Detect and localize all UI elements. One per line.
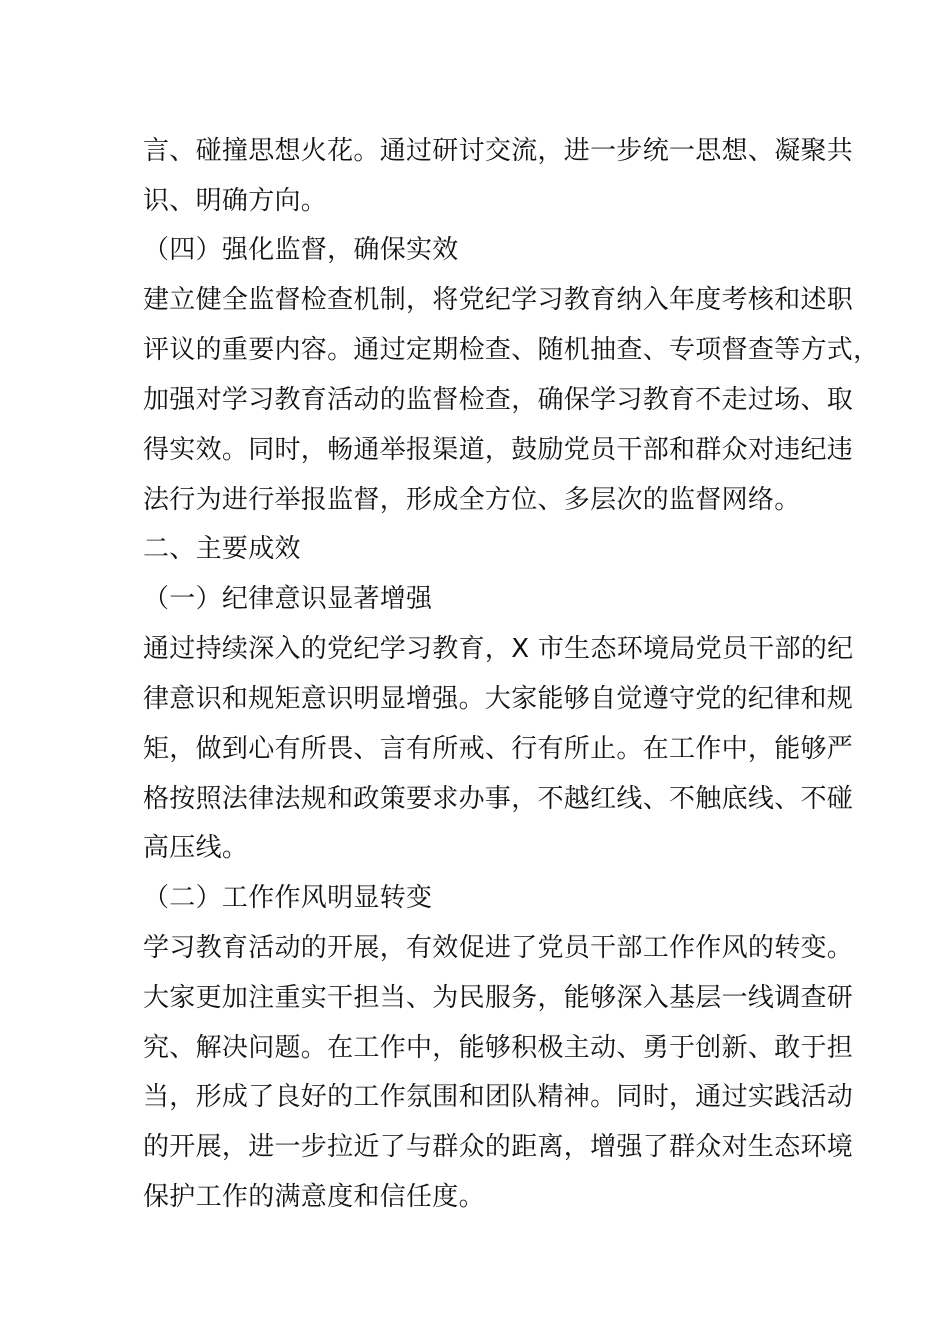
text-line: 当，形成了良好的工作氛围和团队精神。同时，通过实践活动 [143,1082,854,1112]
section-heading: （四）强化监督，确保实效 [143,235,459,265]
text-line: 律意识和规矩意识明显增强。大家能够自觉遵守党的纪律和规 [143,684,854,714]
text-line: 学习教育活动的开展，有效促进了党员干部工作作风的转变。 [143,933,854,963]
section-heading: （二）工作作风明显转变 [143,883,433,913]
text-line: 大家更加注重实干担当、为民服务，能够深入基层一线调查研 [143,983,854,1013]
text-line: 高压线。 [143,833,249,863]
text-line: 格按照法律法规和政策要求办事，不越红线、不触底线、不碰 [143,784,854,814]
text-line: 识、明确方向。 [143,186,328,216]
section-heading: （一）纪律意识显著增强 [143,584,433,614]
text-line: 究、解决问题。在工作中，能够积极主动、勇于创新、敢于担 [143,1033,854,1063]
text-line: 通过持续深入的党纪学习教育，X 市生态环境局党员干部的纪 [143,634,854,664]
text-line: 建立健全监督检查机制，将党纪学习教育纳入年度考核和述职 [143,285,854,315]
text-line: 保护工作的满意度和信任度。 [143,1182,485,1212]
text-line: 法行为进行举报监督，形成全方位、多层次的监督网络。 [143,485,801,515]
text-line: 矩，做到心有所畏、言有所戒、行有所止。在工作中，能够严 [143,734,854,764]
text-line: 的开展，进一步拉近了与群众的距离，增强了群众对生态环境 [143,1132,854,1162]
text-line: 言、碰撞思想火花。通过研讨交流，进一步统一思想、凝聚共 [143,136,854,166]
text-line: 得实效。同时，畅通举报渠道，鼓励党员干部和群众对违纪违 [143,435,854,465]
chapter-heading: 二、主要成效 [143,534,301,564]
text-line: 评议的重要内容。通过定期检查、随机抽查、专项督查等方式， [143,335,880,365]
text-line: 加强对学习教育活动的监督检查，确保学习教育不走过场、取 [143,385,854,415]
